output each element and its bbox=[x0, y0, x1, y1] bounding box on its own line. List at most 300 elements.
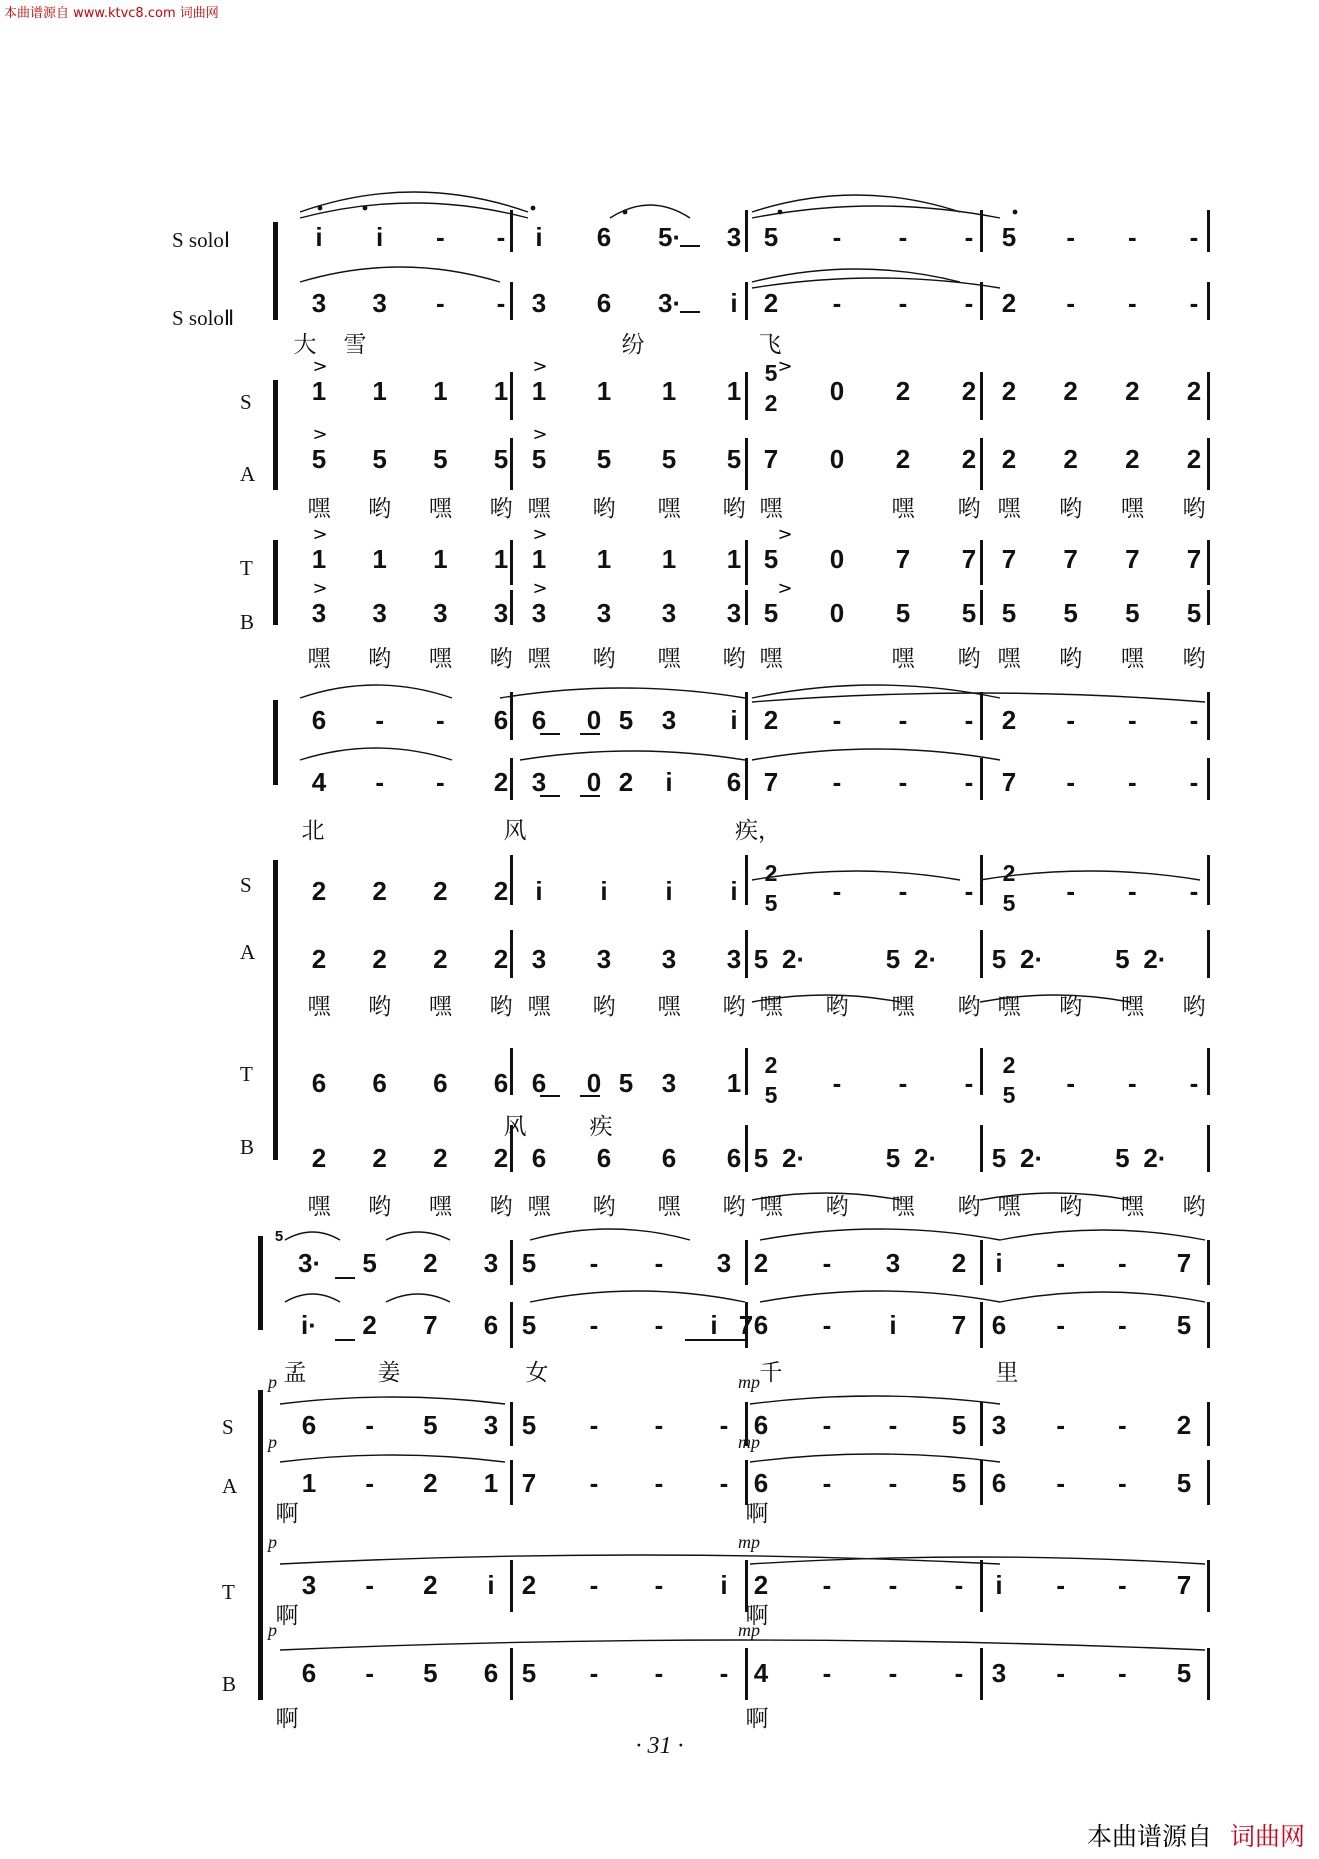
solo2-note: - bbox=[964, 288, 974, 318]
s2-sa-lyric: 哟 bbox=[368, 994, 392, 1020]
solo2-note: 3 bbox=[531, 767, 547, 797]
part-label-b: B bbox=[240, 610, 255, 634]
s1-b-note: 5 bbox=[1186, 598, 1202, 628]
slur-mark bbox=[300, 192, 528, 212]
ah-lyric: 啊 bbox=[745, 1501, 769, 1527]
s1-t-note: 5 bbox=[763, 544, 779, 574]
barline bbox=[1207, 855, 1210, 905]
s2-t-note: 6 bbox=[493, 1068, 509, 1098]
slur-mark bbox=[386, 1232, 450, 1240]
slur-mark bbox=[752, 195, 960, 212]
solo2-note: 4 bbox=[311, 767, 327, 797]
s3-t-note: - bbox=[654, 1570, 664, 1600]
solo2-note: i· bbox=[301, 1310, 317, 1340]
s2-t-note: 6 bbox=[531, 1068, 547, 1098]
solo1-note: 7 bbox=[1176, 1248, 1192, 1278]
solo1-note: 3 bbox=[726, 222, 742, 252]
slur-mark bbox=[752, 749, 1000, 760]
barline bbox=[1207, 282, 1210, 320]
part-label-a: A bbox=[222, 1474, 238, 1498]
s1-b-note: 5 bbox=[1001, 598, 1017, 628]
footer-source-a: 本曲谱源自 bbox=[1087, 1822, 1213, 1851]
s1-s-note: 2 bbox=[1063, 376, 1078, 406]
s1-s-note: 2 bbox=[1001, 376, 1017, 406]
solo2-note: 6 bbox=[483, 1310, 499, 1340]
s3-s-note: - bbox=[1117, 1410, 1127, 1440]
s3-t-note: 2 bbox=[521, 1570, 537, 1600]
s3-s-note: 5 bbox=[951, 1410, 967, 1440]
part-label-t: T bbox=[240, 1062, 253, 1086]
dynamic-mp: mp bbox=[738, 1532, 760, 1552]
s2-sa-lyric: 哟 bbox=[1182, 994, 1206, 1020]
s2-b-note: 2 bbox=[433, 1143, 448, 1173]
solo2-note: 6 bbox=[596, 288, 612, 318]
s1-sa-lyric: 嘿 bbox=[891, 496, 915, 522]
barline bbox=[980, 210, 983, 252]
s1-a-note: 5 bbox=[596, 444, 612, 474]
solo2-note: - bbox=[654, 1310, 664, 1340]
s1-b-note: 3 bbox=[311, 598, 327, 628]
solo1-note: 3 bbox=[661, 705, 677, 735]
s2-a-note: 5 bbox=[1115, 944, 1130, 974]
solo1-note: - bbox=[496, 222, 506, 252]
solo1-note: 6 bbox=[311, 705, 327, 735]
accent-mark: > bbox=[777, 524, 793, 545]
part-label-t: T bbox=[222, 1580, 235, 1604]
s1-s-note: 2 bbox=[1186, 376, 1202, 406]
dynamic-mp: mp bbox=[738, 1620, 760, 1640]
part-label-s: S bbox=[240, 390, 252, 414]
s2-b-note: 2· bbox=[782, 1143, 806, 1173]
s3-a-note: 5 bbox=[1176, 1468, 1192, 1498]
s1-s-note: 1 bbox=[493, 376, 509, 406]
slur-mark bbox=[752, 685, 1000, 698]
barline bbox=[510, 1560, 513, 1612]
s3-b-note: - bbox=[954, 1658, 964, 1688]
s2-b-lyric: 嘿 bbox=[428, 1194, 452, 1220]
solo-lyric: 孟 bbox=[283, 1360, 307, 1386]
s3-b-note: - bbox=[719, 1658, 729, 1688]
accent-mark: > bbox=[777, 578, 793, 599]
s2-a-note: 2· bbox=[782, 944, 806, 974]
barline bbox=[745, 1648, 748, 1700]
s2-sa-lyric: 嘿 bbox=[307, 994, 331, 1020]
octave-dot bbox=[1013, 210, 1018, 215]
s3-a-note: 5 bbox=[951, 1468, 967, 1498]
barline bbox=[1207, 1460, 1210, 1505]
s1-tb-lyric: 嘿 bbox=[759, 646, 783, 672]
s3-s-note: - bbox=[888, 1410, 898, 1440]
barline bbox=[1207, 1125, 1210, 1172]
barline bbox=[1207, 540, 1210, 585]
s2-b-note: 5 bbox=[991, 1143, 1007, 1173]
s1-t-note: 7 bbox=[1186, 544, 1202, 574]
solo2-note: 0 bbox=[586, 767, 602, 797]
s2-b-lyric: 哟 bbox=[957, 1194, 981, 1220]
barline bbox=[980, 855, 983, 905]
s3-a-note: - bbox=[365, 1468, 374, 1498]
slur-mark bbox=[752, 278, 1000, 288]
s2-a-note: 2· bbox=[1020, 944, 1044, 974]
barline bbox=[745, 1240, 748, 1285]
solo2-note: 7 bbox=[951, 1310, 967, 1340]
solo1-note: - bbox=[375, 705, 384, 735]
s2-s-note: 2 bbox=[1002, 860, 1016, 886]
s1-t-note: 1 bbox=[311, 544, 327, 574]
slur-mark bbox=[285, 1294, 340, 1302]
s3-b-note: - bbox=[365, 1658, 374, 1688]
s2-a-note: 2· bbox=[1143, 944, 1167, 974]
slur-mark bbox=[300, 267, 500, 282]
barline bbox=[745, 1125, 748, 1172]
accent-mark: > bbox=[532, 578, 548, 599]
slur-mark bbox=[610, 205, 690, 218]
s1-b-note: 5 bbox=[895, 598, 911, 628]
s2-b-note: 2 bbox=[311, 1143, 327, 1173]
s2-t-note: 6 bbox=[311, 1068, 327, 1098]
barline bbox=[1207, 1240, 1210, 1285]
s3-a-note: 1 bbox=[301, 1468, 317, 1498]
s1-s-note: 1 bbox=[311, 376, 327, 406]
s1-t-note: 1 bbox=[433, 544, 448, 574]
s2-sa-lyric: 嘿 bbox=[891, 994, 915, 1020]
s3-a-note: 2 bbox=[423, 1468, 438, 1498]
solo2-note: - bbox=[1066, 288, 1075, 318]
s2-sa-lyric: 哟 bbox=[722, 994, 746, 1020]
s2-s-note: 5 bbox=[764, 890, 778, 916]
solo1-note: 2 bbox=[423, 1248, 438, 1278]
solo2-note: - bbox=[1127, 288, 1137, 318]
s1-a-note: 0 bbox=[829, 444, 845, 474]
part-label-t: T bbox=[240, 556, 253, 580]
s2-b-lyric: 嘿 bbox=[307, 1194, 331, 1220]
barline bbox=[980, 1240, 983, 1285]
barline bbox=[1207, 1302, 1210, 1348]
s3-s-note: - bbox=[365, 1410, 374, 1440]
s1-b-note: 5 bbox=[763, 598, 779, 628]
s2-s-note: - bbox=[1066, 876, 1075, 906]
s3-a-note: - bbox=[719, 1468, 729, 1498]
s1-s-note: 1 bbox=[531, 376, 547, 406]
s1-a-note: 7 bbox=[763, 444, 779, 474]
barline bbox=[510, 1648, 513, 1700]
s1-s-note: 2 bbox=[961, 376, 977, 406]
solo1-note: 5 bbox=[1001, 222, 1017, 252]
solo1-note: - bbox=[1127, 705, 1137, 735]
dynamic-p: p bbox=[268, 1532, 277, 1552]
s2-sa-lyric: 哟 bbox=[592, 994, 616, 1020]
s2-b-lyric: 嘿 bbox=[759, 1194, 783, 1220]
dynamic-mp: mp bbox=[738, 1372, 760, 1392]
s3-t-note: - bbox=[365, 1570, 374, 1600]
s1-tb-lyric: 嘿 bbox=[307, 646, 331, 672]
s2-b-lyric: 哟 bbox=[1182, 1194, 1206, 1220]
s2-t-note: - bbox=[1066, 1068, 1075, 1098]
s2-b-lyric: 嘿 bbox=[997, 1194, 1021, 1220]
slur-mark bbox=[280, 1640, 1205, 1650]
solo2-note: 5 bbox=[521, 1310, 537, 1340]
solo1-note: - bbox=[435, 222, 445, 252]
barline bbox=[980, 372, 983, 420]
solo2-note: 7 bbox=[763, 767, 779, 797]
solo1-note: 2 bbox=[753, 1248, 769, 1278]
s2-s-note: i bbox=[730, 876, 738, 906]
s1-a-note: 5 bbox=[493, 444, 509, 474]
s1-s-note: 1 bbox=[596, 376, 612, 406]
s2-b-lyric: 哟 bbox=[368, 1194, 392, 1220]
s1-a-note: 2 bbox=[1125, 444, 1140, 474]
s1-tb-lyric: 哟 bbox=[1182, 646, 1206, 672]
s3-b-note: 5 bbox=[423, 1658, 438, 1688]
solo1-note: 3 bbox=[885, 1248, 901, 1278]
slur-mark bbox=[300, 748, 452, 760]
barline bbox=[1207, 210, 1210, 252]
solo2-note: 2 bbox=[1001, 288, 1017, 318]
s2-b-lyric: 哟 bbox=[825, 1194, 849, 1220]
s3-t-note: - bbox=[954, 1570, 964, 1600]
footer-source bbox=[1087, 1817, 1305, 1853]
s1-a-note: 2 bbox=[1063, 444, 1078, 474]
solo2-note: - bbox=[375, 767, 384, 797]
s2-sa-lyric: 嘿 bbox=[759, 994, 783, 1020]
solo2-note: i bbox=[730, 288, 738, 318]
s1-a-note: 2 bbox=[1001, 444, 1017, 474]
s1-b-note: 5 bbox=[1063, 598, 1078, 628]
dynamic-p: p bbox=[268, 1372, 277, 1392]
s3-t-note: 2 bbox=[753, 1570, 769, 1600]
s2-t-note: 6 bbox=[372, 1068, 387, 1098]
s2-b-lyric: 哟 bbox=[592, 1194, 616, 1220]
solo2-note: - bbox=[1189, 767, 1199, 797]
barline bbox=[1207, 692, 1210, 740]
s2-t-note: - bbox=[832, 1068, 842, 1098]
accent-mark: > bbox=[312, 524, 328, 545]
solo2-note: 3 bbox=[531, 288, 547, 318]
s2-t-note: 1 bbox=[726, 1068, 742, 1098]
solo2-note: - bbox=[1189, 288, 1199, 318]
s3-b-note: - bbox=[1117, 1658, 1127, 1688]
s1-b-note: 3 bbox=[493, 598, 509, 628]
s3-a-note: - bbox=[822, 1468, 832, 1498]
s1-t-note: 7 bbox=[961, 544, 977, 574]
s2-a-note: 5 bbox=[991, 944, 1007, 974]
part-label-a: A bbox=[240, 940, 256, 964]
s3-a-note: - bbox=[1117, 1468, 1127, 1498]
barline bbox=[745, 282, 748, 320]
solo2-note: - bbox=[964, 767, 974, 797]
s3-b-note: 3 bbox=[991, 1658, 1007, 1688]
s1-a-note: 5 bbox=[661, 444, 677, 474]
s3-t-note: i bbox=[720, 1570, 728, 1600]
s3-t-note: - bbox=[888, 1570, 898, 1600]
octave-dot bbox=[623, 210, 628, 215]
accent-mark: > bbox=[312, 424, 328, 445]
s2-t-note: 5 bbox=[1002, 1082, 1016, 1108]
solo1-note: i bbox=[730, 705, 738, 735]
s2-t-note: - bbox=[1189, 1068, 1199, 1098]
barline bbox=[745, 372, 748, 420]
barline bbox=[1207, 372, 1210, 420]
s3-t-note: 3 bbox=[301, 1570, 317, 1600]
t-lyric: 疾 bbox=[589, 1114, 613, 1140]
barline bbox=[980, 1648, 983, 1700]
s2-t-note: 2 bbox=[764, 1052, 778, 1078]
solo1-note: - bbox=[822, 1248, 832, 1278]
s2-b-note: 2· bbox=[914, 1143, 938, 1173]
slur-mark bbox=[280, 1455, 505, 1462]
s1-sa-lyric: 嘿 bbox=[997, 496, 1021, 522]
barline bbox=[1207, 1560, 1210, 1612]
s3-b-note: - bbox=[654, 1658, 664, 1688]
solo2-note: - bbox=[589, 1310, 599, 1340]
slur-mark bbox=[280, 1397, 505, 1404]
s1-tb-lyric: 哟 bbox=[592, 646, 616, 672]
solo-lyric: 雪 bbox=[343, 332, 367, 358]
s1-t-note: 1 bbox=[493, 544, 509, 574]
solo1-note: 3· bbox=[298, 1248, 322, 1278]
solo-lyric: 疾， bbox=[735, 818, 781, 844]
solo-lyric: 北 bbox=[301, 818, 325, 844]
s1-tb-lyric: 嘿 bbox=[657, 646, 681, 672]
s2-a-note: 5 bbox=[753, 944, 769, 974]
s1-t-note: 1 bbox=[726, 544, 742, 574]
solo2-note: 5 bbox=[1176, 1310, 1192, 1340]
solo1-note: - bbox=[1066, 705, 1075, 735]
s1-sa-lyric: 哟 bbox=[722, 496, 746, 522]
solo1-note: 6 bbox=[493, 705, 509, 735]
s1-tb-lyric: 哟 bbox=[1059, 646, 1083, 672]
solo2-note: - bbox=[832, 288, 842, 318]
solo1-note: 5 bbox=[521, 1248, 537, 1278]
s3-s-note: 3 bbox=[991, 1410, 1007, 1440]
solo1-note: - bbox=[1189, 705, 1199, 735]
bracket-solo bbox=[273, 700, 278, 785]
s2-b-note: 6 bbox=[661, 1143, 677, 1173]
barline bbox=[510, 1240, 513, 1285]
barline bbox=[980, 930, 983, 978]
octave-dot bbox=[778, 210, 783, 215]
s2-b-note: 5 bbox=[753, 1143, 769, 1173]
s2-s-note: 2 bbox=[433, 876, 448, 906]
solo2-note: 3· bbox=[658, 288, 682, 318]
s1-tb-lyric: 哟 bbox=[489, 646, 513, 672]
s2-b-lyric: 嘿 bbox=[891, 1194, 915, 1220]
solo-lyric: 千 bbox=[759, 1360, 783, 1386]
s2-a-note: 2 bbox=[433, 944, 448, 974]
s1-s-note: 2 bbox=[1125, 376, 1140, 406]
s1-t-note: 1 bbox=[531, 544, 547, 574]
s1-a-note: 5 bbox=[531, 444, 547, 474]
s1-t-note: 1 bbox=[661, 544, 677, 574]
octave-dot bbox=[531, 206, 536, 211]
s2-a-note: 3 bbox=[661, 944, 677, 974]
solo2-note: i bbox=[710, 1310, 718, 1340]
solo1-note: - bbox=[589, 1248, 599, 1278]
s3-t-note: - bbox=[589, 1570, 599, 1600]
solo2-note: 3 bbox=[311, 288, 327, 318]
s2-a-note: 3 bbox=[531, 944, 547, 974]
s2-b-note: 6 bbox=[726, 1143, 742, 1173]
s1-sa-lyric: 哟 bbox=[957, 496, 981, 522]
s2-s-note: 2 bbox=[764, 860, 778, 886]
s3-b-note: - bbox=[1056, 1658, 1065, 1688]
s1-a-note: 5 bbox=[311, 444, 327, 474]
barline bbox=[980, 1125, 983, 1172]
solo2-note: - bbox=[435, 767, 445, 797]
solo1-note: - bbox=[898, 705, 908, 735]
solo1-note: - bbox=[654, 1248, 664, 1278]
s3-t-note: - bbox=[1117, 1570, 1127, 1600]
barline bbox=[745, 758, 748, 800]
s3-s-note: - bbox=[822, 1410, 832, 1440]
s1-b-note: 0 bbox=[829, 598, 845, 628]
s2-t-note: - bbox=[964, 1068, 974, 1098]
octave-dot bbox=[363, 206, 368, 211]
barline bbox=[1207, 590, 1210, 625]
s2-t-note: 3 bbox=[661, 1068, 677, 1098]
solo2-note: - bbox=[898, 767, 908, 797]
barline bbox=[510, 1402, 513, 1446]
barline bbox=[980, 540, 983, 585]
s2-b-note: 6 bbox=[596, 1143, 612, 1173]
solo-lyric: 风 bbox=[503, 818, 527, 844]
s1-sa-lyric: 哟 bbox=[368, 496, 392, 522]
s3-t-note: - bbox=[1056, 1570, 1065, 1600]
s2-sa-lyric: 嘿 bbox=[657, 994, 681, 1020]
slur-mark bbox=[530, 1291, 745, 1302]
s1-t-note: 7 bbox=[1063, 544, 1078, 574]
ah-lyric: 啊 bbox=[745, 1706, 769, 1732]
solo-lyric: 里 bbox=[995, 1360, 1019, 1386]
s1-s-note: 1 bbox=[372, 376, 387, 406]
s2-b-lyric: 嘿 bbox=[657, 1194, 681, 1220]
barline bbox=[745, 855, 748, 905]
solo1-note: - bbox=[898, 222, 908, 252]
s3-s-note: - bbox=[719, 1410, 729, 1440]
solo1-note: - bbox=[1127, 222, 1137, 252]
solo-lyric: 纷 bbox=[621, 332, 645, 358]
s3-a-note: - bbox=[888, 1468, 898, 1498]
s2-t-note: 5 bbox=[764, 1082, 778, 1108]
s2-b-lyric: 嘿 bbox=[1120, 1194, 1144, 1220]
slur-mark bbox=[752, 871, 960, 880]
s1-sa-lyric: 嘿 bbox=[1120, 496, 1144, 522]
s3-a-note: 6 bbox=[753, 1468, 769, 1498]
solo1-note: - bbox=[1066, 222, 1075, 252]
barline bbox=[980, 1460, 983, 1505]
s3-s-note: 5 bbox=[521, 1410, 537, 1440]
part-label-solo2: S soloⅡ bbox=[172, 306, 235, 330]
solo1-note: 3 bbox=[483, 1248, 499, 1278]
s1-s-note: 1 bbox=[726, 376, 742, 406]
solo2-note: 6 bbox=[991, 1310, 1007, 1340]
slur-mark bbox=[386, 1294, 450, 1302]
octave-dot bbox=[318, 206, 323, 211]
barline bbox=[745, 1048, 748, 1095]
ah-lyric: 啊 bbox=[275, 1501, 299, 1527]
barline bbox=[980, 282, 983, 320]
s2-b-note: 2 bbox=[372, 1143, 387, 1173]
barline bbox=[1207, 758, 1210, 800]
s2-b-lyric: 哟 bbox=[722, 1194, 746, 1220]
part-label-b: B bbox=[240, 1135, 255, 1159]
s3-b-note: 5 bbox=[1176, 1658, 1192, 1688]
s1-tb-lyric: 哟 bbox=[368, 646, 392, 672]
s3-s-note: 5 bbox=[423, 1410, 438, 1440]
accent-mark: > bbox=[532, 356, 548, 377]
s2-b-note: 5 bbox=[1115, 1143, 1130, 1173]
s2-a-note: 2· bbox=[914, 944, 938, 974]
